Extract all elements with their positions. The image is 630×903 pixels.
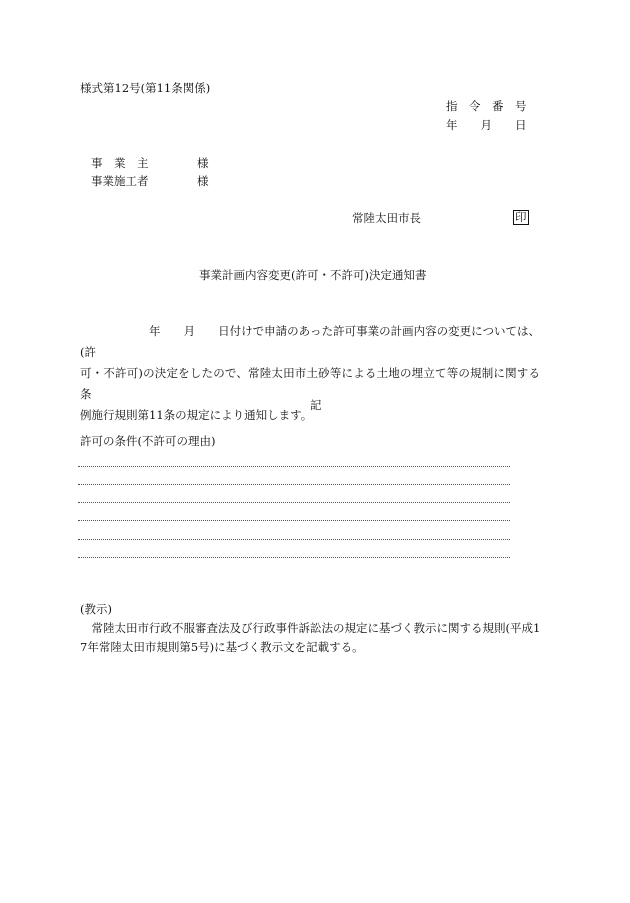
seal-stamp: 印 [515,210,527,224]
condition-line-6 [78,557,510,558]
condition-line-4 [78,520,510,521]
number-label: 指 令 番 号 [446,99,527,113]
conditions-heading: 許可の条件(不許可の理由) [80,434,216,448]
owner-label: 事 業 主 [91,156,149,170]
issuer-seal [513,210,529,225]
date-label: 年 月 日 [446,118,527,132]
instruction-line-2: 7年常陸太田市規則第5号)に基づく教示文を記載する。 [80,640,364,654]
instruction-heading: (教示) [80,602,112,616]
condition-line-3 [78,502,510,503]
document-title: 事業計画内容変更(許可・不許可)決定通知書 [199,268,427,282]
contractor-suffix: 様 [197,174,209,188]
issuer-name: 常陸太田市長 [352,211,421,225]
body-line-2: 可・不許可)の決定をしたので、常陸太田市土砂等による土地の埋立て等の規制に関する条 [80,366,540,401]
form-label: 様式第12号(第11条関係) [80,81,211,95]
ki-heading: 記 [310,398,322,412]
body-line-1: 年 月 日付けで申請のあった許可事業の計画内容の変更については、(許 [80,324,540,359]
condition-line-2 [78,484,510,485]
condition-line-1 [78,466,510,467]
contractor-label: 事業施工者 [91,174,149,188]
owner-suffix: 様 [197,156,209,170]
condition-line-5 [78,539,510,540]
body-line-3: 例施行規則第11条の規定により通知します。 [80,408,313,422]
instruction-line-1: 常陸太田市行政不服審査法及び行政事件訴訟法の規定に基づく教示に関する規則(平成1 [80,621,541,635]
